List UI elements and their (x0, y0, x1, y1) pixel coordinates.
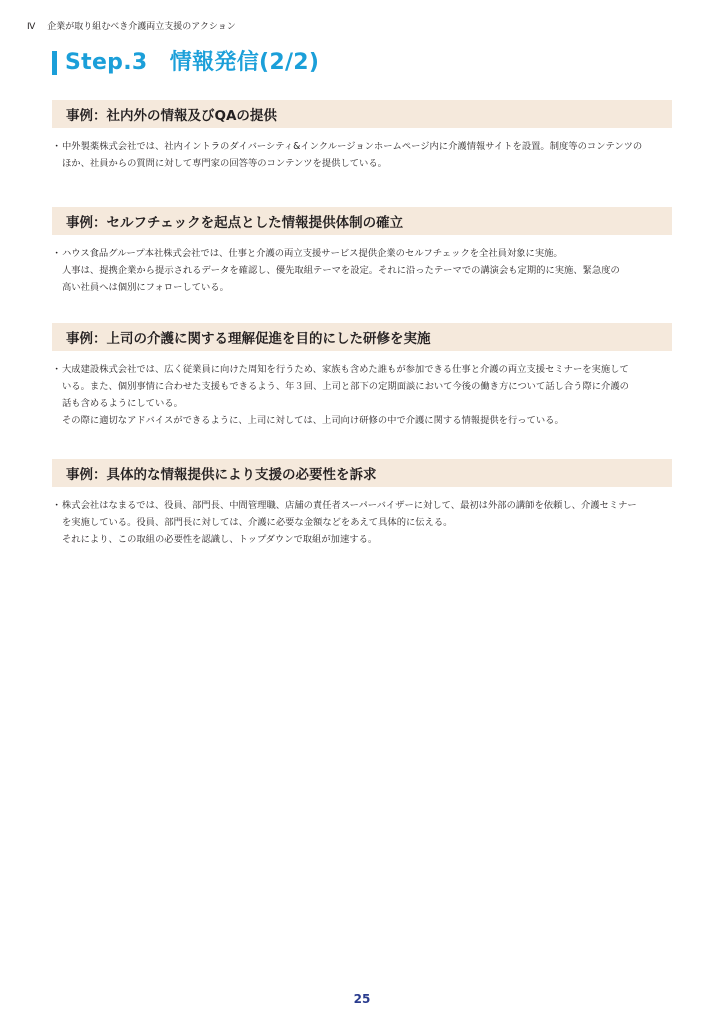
case-paragraph (52, 245, 672, 262)
case-heading: 事例：上司の介護に関する理解促進を目的にした研修を実施 (52, 323, 672, 351)
case-section-4 (52, 459, 672, 548)
case-text-line: 高い社員へは個別にフォローしている。 (62, 282, 229, 293)
bullet-mark: ・ (52, 364, 62, 375)
case-text-line: いる。また、個別事情に合わせた支援もできるよう、年３回、上司と部下の定期面談において今後の働き方について話し合う際に介護の (62, 381, 629, 392)
chapter-number: Ⅳ (27, 22, 36, 32)
case-text-line: 大成建設株式会社では、広く従業員に向けた周知を行うため、家族も含めた誰もが参加できる仕事と介護の両立支援セミナーを実施して (62, 364, 629, 375)
chapter-title: 企業が取り組むべき介護両立支援のアクション (47, 22, 236, 32)
case-text-line: その際に適切なアドバイスができるように、上司に対しては、上司向け研修の中で介護に関する情報提供を行っている。 (62, 415, 564, 426)
case-body (52, 361, 672, 429)
case-heading: 事例：セルフチェックを起点とした情報提供体制の確立 (52, 207, 672, 235)
case-text-line: それにより、この取組の必要性を認識し、トップダウンで取組が加速する。 (62, 534, 378, 545)
bullet-mark: ・ (52, 500, 62, 511)
bullet-mark: ・ (52, 141, 62, 152)
case-heading: 事例：具体的な情報提供により支援の必要性を訴求 (52, 459, 672, 487)
step-heading (52, 50, 319, 76)
case-text-line: 中外製薬株式会社では、社内イントラのダイバーシティ&インクルージョンホームページ内に介護情報サイトを設置。制度等のコンテンツの (62, 141, 643, 152)
case-paragraph (52, 138, 672, 155)
case-text-line: 株式会社はなまるでは、役員、部門長、中間管理職、店舗の責任者スーパーバイザーに対して、最初は外部の講師を依頼し、介護セミナー (62, 500, 637, 511)
running-header (27, 21, 236, 33)
case-section-1 (52, 100, 672, 172)
case-paragraph (52, 361, 672, 378)
accent-bar (52, 51, 57, 75)
case-section-3 (52, 323, 672, 429)
case-text-line: ほか、社員からの質問に対して専門家の回答等のコンテンツを提供している。 (62, 158, 387, 169)
case-body (52, 497, 672, 548)
case-body (52, 245, 672, 296)
page-title: Step.3 情報発信(2/2) (65, 50, 320, 75)
bullet-mark: ・ (52, 248, 62, 259)
case-text-line: 話も含めるようにしている。 (62, 398, 183, 409)
case-text-line: ハウス食品グループ本社株式会社では、仕事と介護の両立支援サービス提供企業のセルフチェックを全社員対象に実施。 (62, 248, 563, 259)
case-text-line: を実施している。役員、部門長に対しては、介護に必要な金額などをあえて具体的に伝える。 (62, 517, 453, 528)
case-body (52, 138, 672, 172)
case-section-2 (52, 207, 672, 296)
case-text-line: 人事は、提携企業から提示されるデータを確認し、優先取組テーマを設定。それに沿ったテーマでの講演会も定期的に実施、緊急度の (62, 265, 620, 276)
case-heading: 事例：社内外の情報及びQAの提供 (52, 100, 672, 128)
case-paragraph (52, 497, 672, 514)
page-number: 25 (353, 992, 371, 1006)
